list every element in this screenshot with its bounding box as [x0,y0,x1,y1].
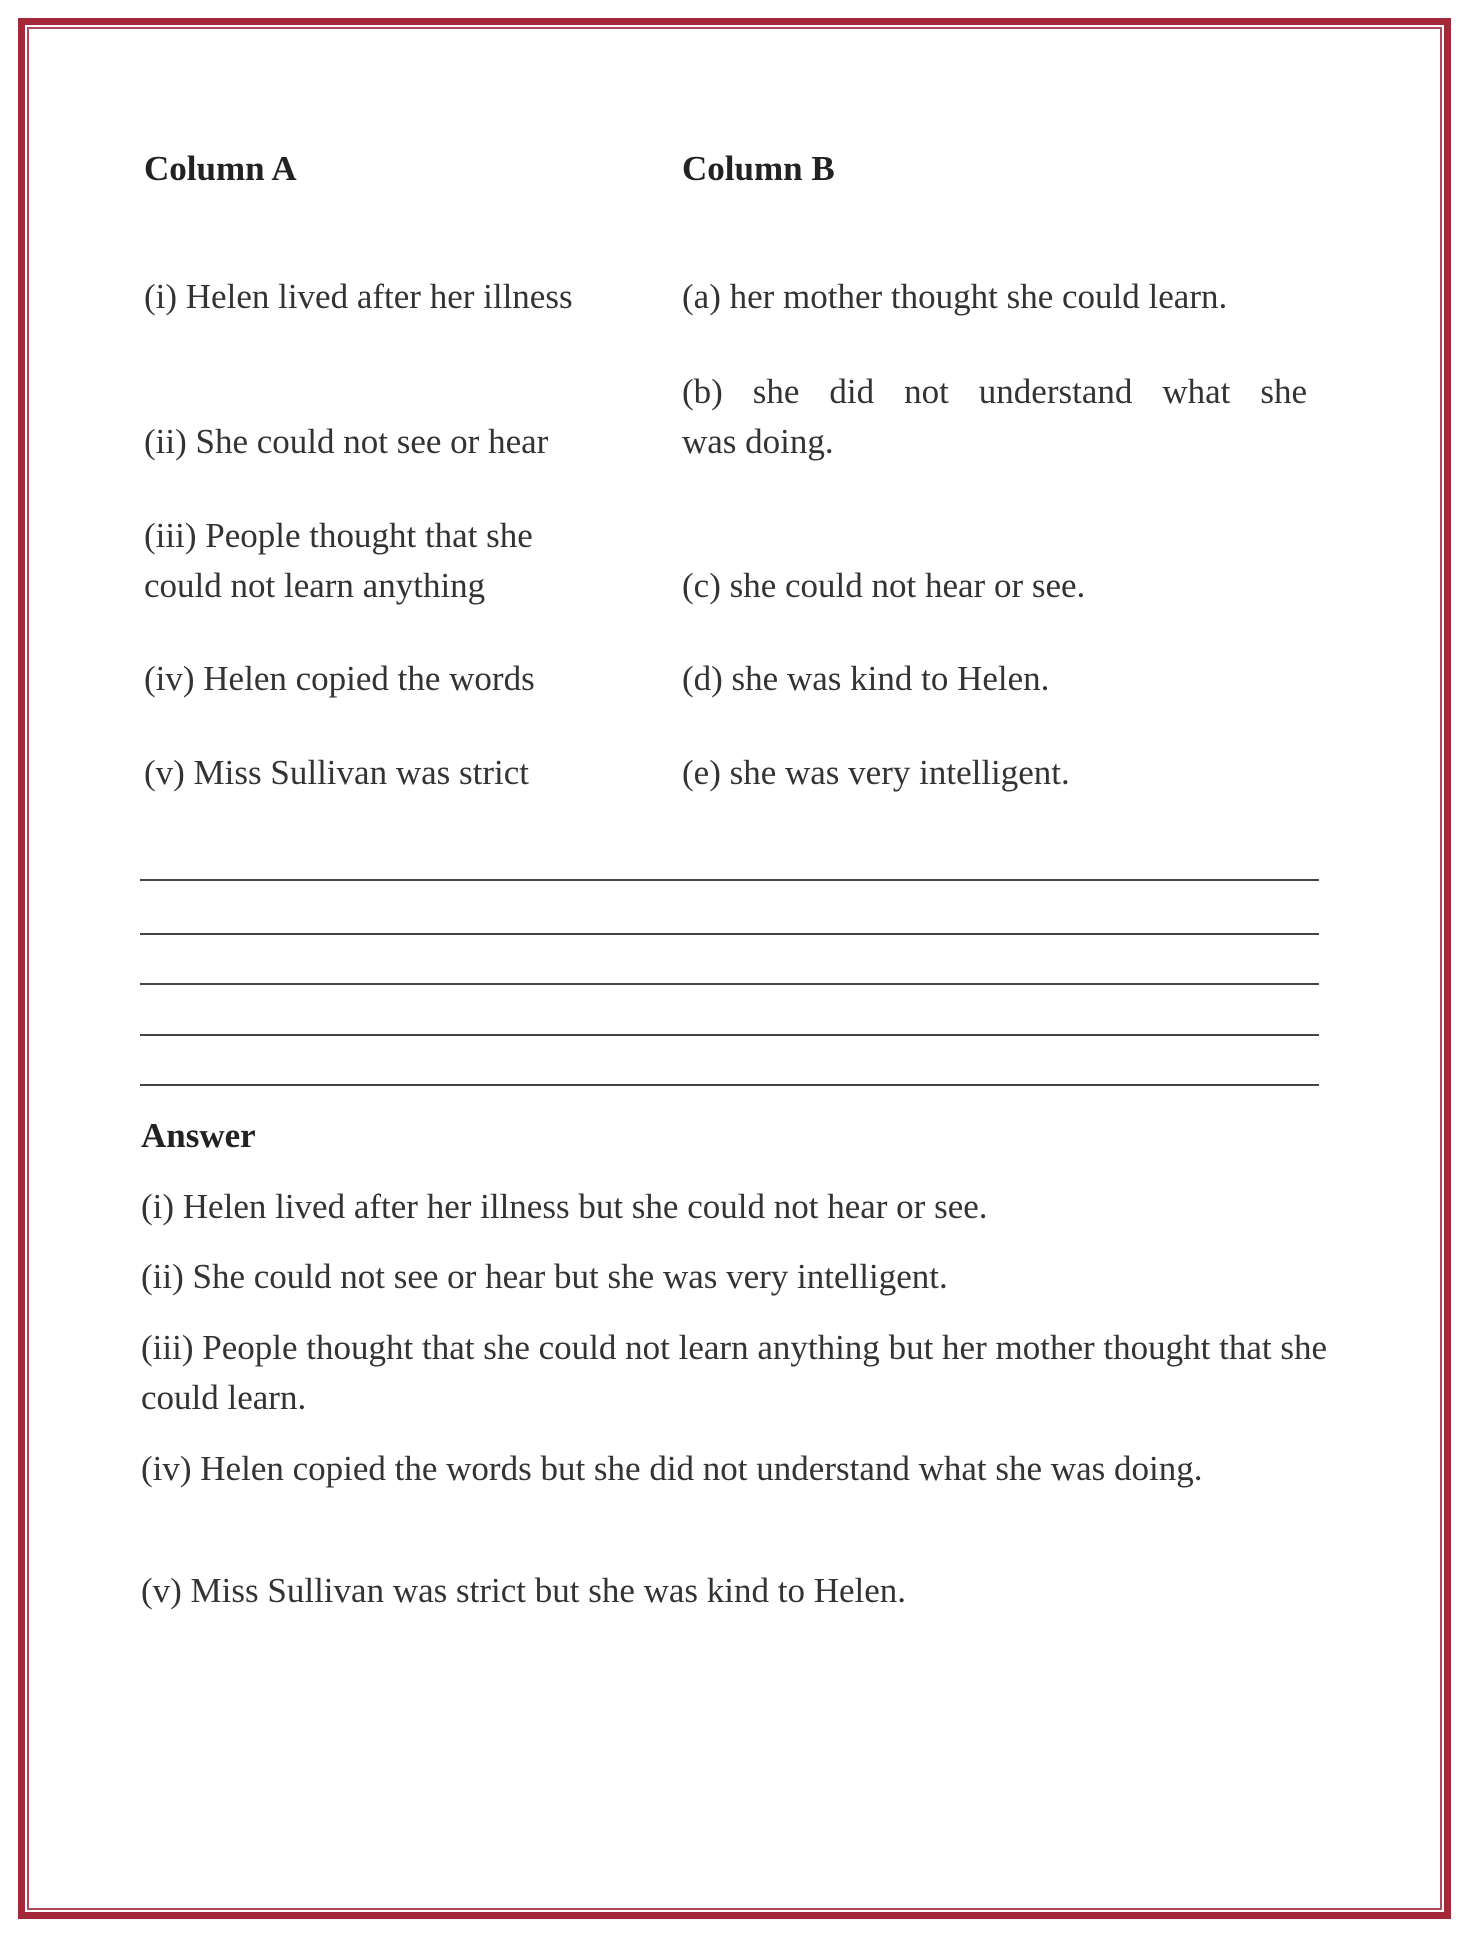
answer-item: (ii) She could not see or hear but she was very intelligent. [141,1257,948,1296]
answer-item: (iv) Helen copied the words but she did not understand what she was doing. [141,1449,1203,1488]
column-a-item: (v) Miss Sullivan was strict [144,753,529,792]
answer-item: (iii) People thought that she could not learn anything but her mother thought that she could learn. [141,1328,1327,1417]
answer-line [140,983,1319,985]
column-a-item: (iii) People thought that she [144,516,533,555]
answer-line [140,879,1319,881]
column-a-item: (i) Helen lived after her illness [144,277,573,316]
answer-line [140,933,1319,935]
answer-line [140,1034,1319,1036]
column-b-item: (d) she was kind to Helen. [682,659,1050,698]
column-b-item: (c) she could not hear or see. [682,566,1086,605]
column-b-item: (a) her mother thought she could learn. [682,277,1228,316]
column-b-heading: Column B [682,149,835,188]
answer-heading: Answer [141,1116,256,1155]
column-b-item: (b) she did not understand what she [682,372,1307,411]
column-a-item: (ii) She could not see or hear [144,422,549,461]
column-a-heading: Column A [144,149,297,188]
column-a-item: could not learn anything [144,566,486,605]
column-a-item: (iv) Helen copied the words [144,659,535,698]
answer-line [140,1084,1319,1086]
column-b-item: was doing. [682,422,834,461]
answer-item: (v) Miss Sullivan was strict but she was kind to Helen. [141,1571,907,1610]
answer-item: (i) Helen lived after her illness but she could not hear or see. [141,1187,988,1226]
column-b-item: (e) she was very intelligent. [682,753,1070,792]
